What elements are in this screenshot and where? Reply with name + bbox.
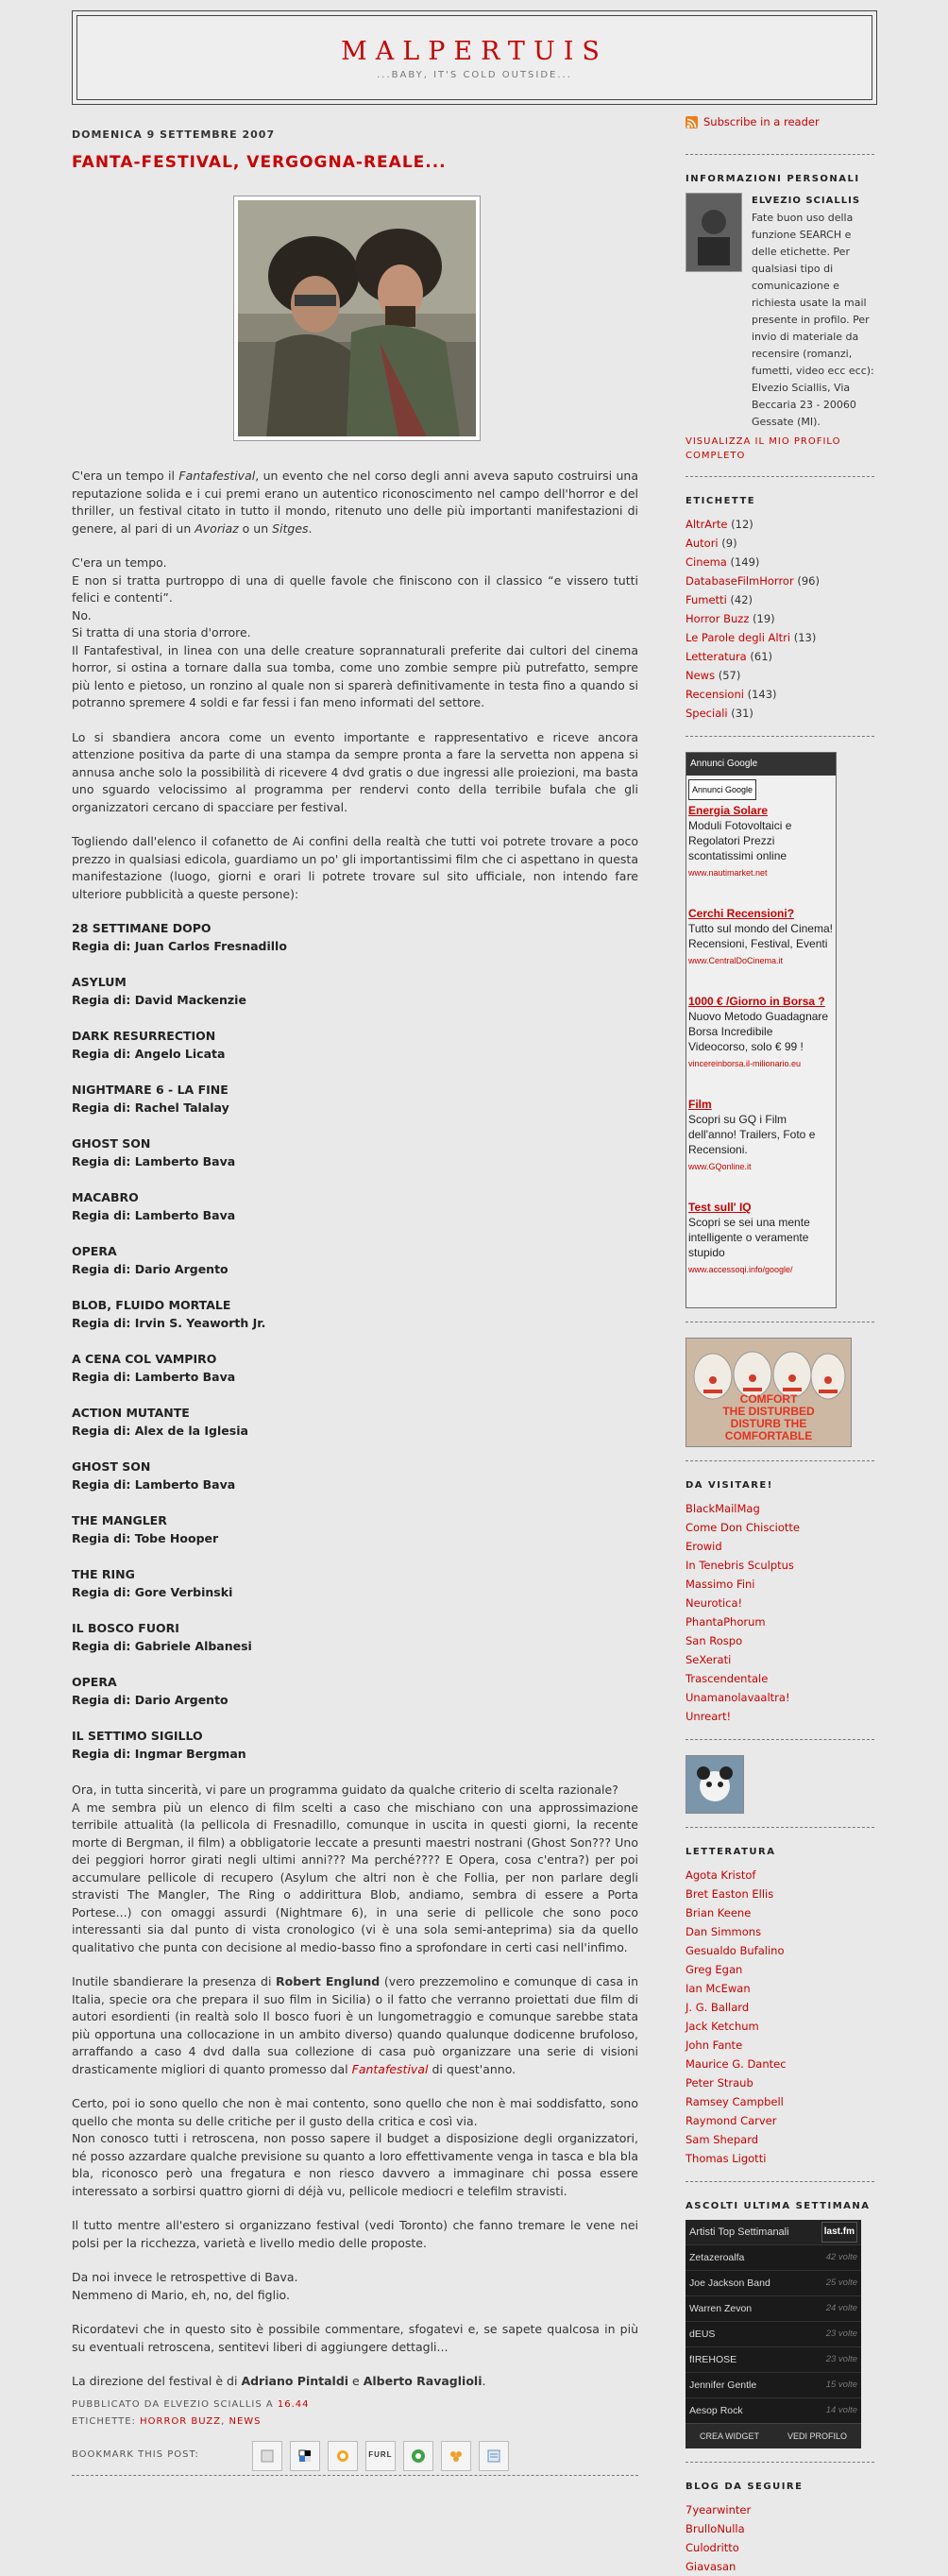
label-count: (13): [793, 631, 817, 644]
text-bold: Robert Englund: [276, 1974, 381, 1988]
label-count: (31): [731, 707, 753, 720]
follow-list: [686, 2500, 874, 2576]
author-link[interactable]: Maurice G. Dantec: [686, 2057, 787, 2071]
ad-item: [686, 800, 836, 882]
text-bold: Adriano Pintaldi: [241, 2374, 349, 2388]
visit-link[interactable]: SeXerati: [686, 1653, 732, 1666]
film-entry: [72, 920, 638, 955]
text-em: Avoriaz: [195, 520, 239, 536]
author-link[interactable]: Jack Ketchum: [686, 2020, 759, 2033]
lastfm-heading: ASCOLTI ULTIMA SETTIMANA: [686, 2201, 871, 2211]
film-entry: [72, 1243, 638, 1278]
text-span: Inutile sbandierare la presenza di: [72, 1974, 277, 1988]
google-ads-box: [686, 752, 837, 1308]
text-em: Fantafestival: [178, 469, 256, 483]
lastfm-artist: Aesop Rock: [689, 2405, 743, 2416]
blog-description: ...BABY, IT'S COLD OUTSIDE...: [377, 70, 572, 80]
label-item: [686, 609, 874, 628]
bookmark-row: [72, 2441, 638, 2471]
ad-url-link[interactable]: www.CentralDoCinema.it: [688, 956, 784, 965]
film-director: Regia di: Lamberto Bava: [72, 1369, 236, 1384]
labels-heading: ETICHETTE: [686, 496, 756, 506]
film-director: Regia di: Angelo Licata: [72, 1046, 226, 1061]
film-title: BLOB, FLUIDO MORTALE: [72, 1298, 231, 1312]
film-title: OPERA: [72, 1244, 117, 1258]
label-item: [686, 628, 874, 647]
post-image[interactable]: [233, 196, 481, 441]
text-line: Il Fantafestival, in linea con una delle creature soprannaturali preferite dai cultori del cinema horror, si ostina a tornare dalla sua tomba, come uno zombie sempre più putrefatto, sempre più lento e pietoso, un ronzino al quale non si sparerà definitivamente in testa fino a quando si potranno spremere 4 soldi e far fessi i fan meno informati del settore.: [72, 642, 638, 709]
film-director: Regia di: David Mackenzie: [72, 992, 246, 1007]
label-link[interactable]: News: [686, 669, 716, 682]
ad-text: Moduli Fotovoltaici e Regolatori Prezzi scontatissimi online: [688, 819, 792, 862]
label-item: [686, 647, 874, 666]
film-director: Regia di: Lamberto Bava: [72, 1153, 236, 1169]
lastfm-count: 25 volte: [825, 2277, 857, 2288]
post-date: DOMENICA 9 SETTEMBRE 2007: [72, 128, 276, 141]
bookmark-icons: [252, 2441, 516, 2471]
post-paragraph: Lo si sbandiera ancora come un evento importante e rappresentativo e riceve ancora attenzione positiva da parte di una stampa da sempre pronta a fare la servetta non appena si annusa anche solo la possibilità di ricevere 4 dvd gratis o due ingressi alle proiezioni, ma basta uno sguardo velocissimo al programma per rendervi conto della terribile bufala che gli organizzatori cercano di spacciare per festival.: [72, 729, 638, 814]
label-count: (19): [753, 612, 775, 625]
author-link[interactable]: Bret Easton Ellis: [686, 1887, 774, 1901]
film-entry: [72, 1728, 638, 1763]
film-title: THE MANGLER: [72, 1513, 167, 1527]
lastfm-row[interactable]: [686, 2270, 861, 2295]
furl-icon[interactable]: FURL: [365, 2441, 396, 2471]
label-item: [686, 666, 874, 685]
label-link[interactable]: Letteratura: [686, 650, 747, 663]
film-director: Regia di: Lamberto Bava: [72, 1207, 236, 1222]
lastfm-row[interactable]: [686, 2397, 861, 2423]
post-label-link[interactable]: NEWS: [229, 2416, 262, 2427]
banner-line: COMFORTABLE: [724, 1429, 813, 1442]
ad-text: Scopri su GQ i Film dell'anno! Trailers, Foto e Recensioni.: [688, 1113, 816, 1156]
lastfm-row[interactable]: [686, 2346, 861, 2372]
lastfm-artist: Jennifer Gentle: [689, 2380, 757, 2391]
post-labels-line: [72, 2414, 638, 2431]
rss-icon: [686, 116, 698, 128]
film-entry: [72, 974, 638, 1009]
label-item: [686, 534, 874, 553]
delicious-icon[interactable]: [290, 2441, 320, 2471]
visit-link[interactable]: In Tenebris Sculptus: [686, 1559, 794, 1572]
text-em: Fantafestival: [351, 2061, 429, 2076]
author-link[interactable]: Greg Egan: [686, 1963, 743, 1976]
label-link[interactable]: Autori: [686, 537, 719, 550]
text-span: Da noi invece le retrospettive di Bava. Nemmeno di Mario, eh, no, del figlio.: [72, 2270, 298, 2302]
label-count: (42): [730, 593, 753, 606]
visit-heading: DA VISITARE!: [686, 1480, 773, 1491]
visit-link[interactable]: Come Don Chisciotte: [686, 1521, 800, 1534]
ad-url-link[interactable]: www.nautimarket.net: [688, 868, 768, 878]
text-span: Ora, in tutta sincerità, vi pare un programma guidato da qualche criterio di scelta razionale? A me sembra più un elenco di film scelti a caso che mischiano con una approssimazione terribile attualità (la pellicola di Fresnadillo, comunque in uscita in questi giorni, la recente morte di Bergman, il film) a obbligatorie leccate a presunti maestri nostrani (Ghost Son??? Uno dei peggiori horror girati negli ultimi anni??? Ma perché???? E Opera, cosa c'entra?) per poi accumulare pellicole di recupero (Asylum che altri non è che Follia, per non parlare degli stravisti The Mangler, The Ring o addirittura Blob, andiamo, sembra di essere a Porta Portese...) con omaggi assurdi (Nightmare 6), in una serie di pellicole che sono poco interessanti sia dal punto di vista cronologico (vi è una sola semi-anteprima) sia da quello qualitativo che punta con decisione al medio-basso fino a sprofondare in certi casi nell'infimo.: [72, 1783, 638, 1954]
film-entry: [72, 1082, 638, 1117]
ads-inner-label[interactable]: Annunci Google: [688, 779, 756, 800]
lastfm-artist: dEUS: [689, 2329, 716, 2340]
post-paragraph: Togliendo dall'elenco il cofanetto de Ai confini della realtà che tutti voi potrete trovare a poco prezzo in qualsiasi edicola, guardiamo un po' gli importantissimi film che ci aspettano in questa manifestazione (luogo, giorni e orari li potrete trovare sul sito ufficiale, non intendo fare ulteriore pubblicità a queste persone):: [72, 834, 638, 901]
ad-item: [686, 1094, 836, 1176]
text-span: C'era un tempo il: [72, 469, 179, 483]
blog-link[interactable]: BrulloNulla: [686, 2522, 745, 2535]
text-span: , un evento che nel corso degli anni aveva saputo costruirsi una reputazione solida e i cui premi erano un autentico riconoscimento nel campo dell'horror e del thriller, un festival citato in tutto il mondo, ritenuto uno delle più importanti manifestazioni di genere, al pari di un: [72, 469, 638, 536]
film-title: ACTION MUTANTE: [72, 1406, 190, 1420]
film-director: Regia di: Dario Argento: [72, 1692, 229, 1707]
ad-url-link[interactable]: vincereinborsa.il-milionario.eu: [688, 1059, 802, 1068]
lastfm-row[interactable]: [686, 2372, 861, 2397]
blog-link[interactable]: Culodritto: [686, 2541, 739, 2554]
lastfm-count: 15 volte: [825, 2380, 857, 2390]
film-title: 28 SETTIMANE DOPO: [72, 921, 212, 935]
film-entry: [72, 1405, 638, 1440]
follow-heading: BLOG DA SEGUIRE: [686, 2482, 804, 2492]
author-link[interactable]: Sam Shepard: [686, 2133, 759, 2146]
film-list: [72, 920, 638, 1763]
post-footer: [72, 2397, 638, 2431]
post-body: [72, 468, 638, 2391]
profile-widget: [686, 193, 874, 431]
film-director: Regia di: Alex de la Iglesia: [72, 1423, 248, 1438]
film-entry: [72, 1028, 638, 1063]
profile-avatar[interactable]: [686, 193, 742, 272]
yahoo-icon[interactable]: [479, 2441, 509, 2471]
film-title: A CENA COL VAMPIRO: [72, 1352, 217, 1366]
post-label-link[interactable]: HORROR BUZZ: [140, 2416, 222, 2427]
lastfm-widget: [686, 2220, 861, 2448]
create-widget-link[interactable]: CREA WIDGET: [699, 2431, 759, 2441]
film-entry: [72, 1351, 638, 1386]
author-link[interactable]: Raymond Carver: [686, 2114, 777, 2127]
post-paragraph: [72, 554, 638, 712]
film-title: OPERA: [72, 1675, 117, 1689]
author-link[interactable]: Ramsey Campbell: [686, 2095, 784, 2108]
lastfm-header: [686, 2220, 861, 2244]
profile-heading: INFORMAZIONI PERSONALI: [686, 174, 860, 184]
label-item: [686, 515, 874, 534]
subscribe-link[interactable]: [686, 112, 874, 131]
lastfm-count: 14 volte: [825, 2405, 857, 2415]
post-published-line: [72, 2397, 638, 2414]
sidebar-divider: [686, 154, 874, 155]
labels-list: [686, 515, 874, 723]
main-column: [72, 127, 638, 2476]
post-divider: [72, 2475, 638, 2476]
film-director: Regia di: Dario Argento: [72, 1261, 229, 1276]
ad-text: Tutto sul mondo del Cinema! Recensioni, Festival, Eventi: [688, 922, 833, 950]
ad-text: Scopri se sei una mente intelligente o veramente stupido: [688, 1216, 810, 1259]
film-title: GHOST SON: [72, 1459, 151, 1474]
text-span: Certo, poi io sono quello che non è mai contento, sono quello che non è mai soddisfatto, sono quello che monta su delle critiche per il gusto della critica e così via. Non conosco tutti i retroscena, non posso sapere il budget a disposizione degli organizzatori, né posso azzardare qualche previsione su quanto a loro effettivamente venga in tasca e bla bla bla, riconosco però una fregatura e non riesco davvero a immaginare chi possa essere interessato a sorbirsi quattro giorni di déjà vu, pellicole mediocri e telefilm stravisti.: [72, 2096, 638, 2198]
lastfm-logo[interactable]: last.fm: [821, 2222, 857, 2243]
label-count: (61): [750, 650, 772, 663]
visit-link[interactable]: Trascendentale: [686, 1672, 769, 1685]
lastfm-footer: [686, 2423, 861, 2448]
reddit-icon[interactable]: [441, 2441, 471, 2471]
label-count: (57): [718, 669, 741, 682]
film-entry: [72, 1189, 638, 1224]
digg-icon[interactable]: [328, 2441, 358, 2471]
sidebar-divider: [686, 1460, 874, 1461]
technorati-icon[interactable]: [403, 2441, 433, 2471]
lastfm-row[interactable]: [686, 2244, 861, 2270]
profile-name[interactable]: ELVEZIO SCIALLIS: [752, 196, 861, 206]
banner-line: THE DISTURBED: [722, 1405, 815, 1418]
visit-link[interactable]: Unreart!: [686, 1710, 732, 1723]
visit-link[interactable]: Unamanolavaaltra!: [686, 1691, 790, 1704]
ad-title-link[interactable]: Cerchi Recensioni?: [688, 907, 795, 920]
text-bold: Alberto Ravaglioli: [363, 2374, 482, 2388]
clown-banner[interactable]: [686, 1338, 852, 1447]
ad-item: [686, 1197, 836, 1279]
panda-image[interactable]: [686, 1755, 744, 1814]
lastfm-artist: Zetazeroalfa: [689, 2252, 745, 2263]
labels-separator: ,: [221, 2416, 229, 2427]
ad-title-link[interactable]: Energia Solare: [688, 804, 769, 817]
banner-line: COMFORT: [739, 1392, 798, 1406]
visit-link[interactable]: PhantaPhorum: [686, 1615, 766, 1629]
text-line: Si tratta di una storia d'orrore.: [72, 625, 251, 640]
sidebar-divider: [686, 2181, 874, 2182]
label-count: (12): [731, 518, 753, 531]
literature-list: [686, 1866, 874, 2168]
published-label: PUBBLICATO DA ELVEZIO SCIALLIS A: [72, 2398, 278, 2410]
film-title: IL SETTIMO SIGILLO: [72, 1729, 203, 1743]
author-link[interactable]: John Fante: [686, 2039, 743, 2052]
visit-list: [686, 1499, 874, 1726]
lastfm-count: 23 volte: [825, 2354, 857, 2364]
author-link[interactable]: Agota Kristof: [686, 1868, 756, 1882]
banner-text: [686, 1393, 851, 1442]
label-count: (9): [721, 537, 737, 550]
bookmark-label: BOOKMARK THIS POST:: [72, 2449, 199, 2461]
post-time-link[interactable]: 16.44: [277, 2398, 310, 2410]
text-span: La direzione del festival è di: [72, 2374, 242, 2388]
text-span: e: [348, 2374, 364, 2388]
subscribe-label: Subscribe in a reader: [703, 115, 820, 128]
label-link[interactable]: Recensioni: [686, 688, 744, 701]
post-paragraph: Ricordatevi che in questo sito è possibile commentare, sfogatevi e, se sapete qualcosa in più su eventuali retroscena, sentitevi liberi di aggiungere dettagli...: [72, 2322, 638, 2354]
ad-item: [686, 991, 836, 1073]
literature-heading: LETTERATURA: [686, 1847, 776, 1857]
label-item: [686, 571, 874, 590]
ad-text: Nuovo Metodo Guadagnare Borsa Incredibile Videocorso, solo € 99 !: [688, 1010, 829, 1053]
sidebar-divider: [686, 2462, 874, 2463]
film-title: MACABRO: [72, 1190, 139, 1204]
visit-link[interactable]: BlackMailMag: [686, 1502, 760, 1515]
label-item: [686, 590, 874, 609]
bookmark-icon[interactable]: [252, 2441, 282, 2471]
visit-link[interactable]: Neurotica!: [686, 1596, 743, 1610]
author-link[interactable]: Peter Straub: [686, 2076, 753, 2090]
text-span: di quest'anno.: [428, 2061, 516, 2076]
film-title: DARK RESURRECTION: [72, 1029, 216, 1043]
label-count: (143): [747, 688, 777, 701]
film-director: Regia di: Juan Carlos Fresnadillo: [72, 938, 287, 953]
film-director: Regia di: Gore Verbinski: [72, 1584, 233, 1599]
author-link[interactable]: Dan Simmons: [686, 1925, 762, 1938]
label-link[interactable]: AltrArte: [686, 518, 728, 531]
lastfm-count: 24 volte: [825, 2303, 857, 2313]
blog-title[interactable]: MALPERTUIS: [341, 37, 608, 66]
film-director: Regia di: Lamberto Bava: [72, 1476, 236, 1492]
film-director: Regia di: Gabriele Albanesi: [72, 1638, 252, 1653]
ad-url-link[interactable]: www.GQonline.it: [688, 1162, 752, 1171]
visit-link[interactable]: San Rospo: [686, 1634, 743, 1647]
sidebar-divider: [686, 1739, 874, 1740]
sidebar-divider: [686, 736, 874, 737]
ad-item: [686, 903, 836, 970]
label-item: [686, 685, 874, 704]
text-span: .: [482, 2374, 486, 2388]
lastfm-count: 42 volte: [825, 2252, 857, 2262]
visit-link[interactable]: Massimo Fini: [686, 1578, 755, 1591]
labels-label: ETICHETTE:: [72, 2416, 141, 2427]
blog-header: [72, 10, 877, 105]
lastfm-row[interactable]: [686, 2295, 861, 2321]
author-link[interactable]: J. G. Ballard: [686, 2001, 750, 2014]
film-entry: [72, 1297, 638, 1332]
film-entry: [72, 1620, 638, 1655]
lastfm-row[interactable]: [686, 2321, 861, 2346]
film-director: Regia di: Ingmar Bergman: [72, 1746, 246, 1761]
film-director: Regia di: Tobe Hooper: [72, 1530, 219, 1545]
visit-link[interactable]: Erowid: [686, 1540, 722, 1553]
profile-description: Fate buon uso della funzione SEARCH e delle etichette. Per qualsiasi tipo di comunicazione e richiesta usate la mail presente in profilo. Per invio di materiale da recensire (romanzi, fumetti, video ecc ecc): Elvezio Sciallis, Via Beccaria 23 - 20060 Gessate (MI).: [752, 212, 874, 428]
ad-url-link[interactable]: www.accessoqi.info/google/: [688, 1265, 793, 1274]
label-link[interactable]: DatabaseFilmHorror: [686, 574, 794, 588]
banner-line: DISTURB THE: [730, 1417, 807, 1430]
sidebar: [686, 112, 874, 2576]
film-entry: [72, 1459, 638, 1493]
lastfm-artist: Joe Jackson Band: [689, 2277, 770, 2289]
label-link[interactable]: Speciali: [686, 707, 728, 720]
film-director: Regia di: Rachel Talalay: [72, 1100, 229, 1115]
sidebar-divider: [686, 476, 874, 477]
author-link[interactable]: Brian Keene: [686, 1906, 752, 1919]
blog-header-inner: [76, 15, 872, 100]
film-title: GHOST SON: [72, 1136, 151, 1151]
post-paragraph: Il tutto mentre all'estero si organizzano festival (vedi Toronto) che fanno tremare le vene nei polsi per la ricchezza, varietà e livello medio delle proposte.: [72, 2218, 638, 2250]
film-title: NIGHTMARE 6 - LA FINE: [72, 1083, 229, 1097]
view-profile-link[interactable]: VEDI PROFILO: [787, 2431, 847, 2441]
text-span: .: [308, 520, 313, 536]
film-title: THE RING: [72, 1567, 135, 1581]
post-title[interactable]: FANTA-FESTIVAL, VERGOGNA-REALE...: [72, 152, 447, 172]
blog-link[interactable]: Giavasan: [686, 2560, 736, 2573]
ad-title-link[interactable]: Film: [688, 1098, 712, 1111]
label-item: [686, 704, 874, 723]
text-span: o un: [238, 520, 273, 536]
label-item: [686, 553, 874, 571]
lastfm-artist: fIREHOSE: [689, 2354, 737, 2365]
text-em: Sitges: [272, 520, 309, 536]
view-profile-link[interactable]: VISUALIZZA IL MIO PROFILO COMPLETO: [686, 436, 841, 461]
lastfm-count: 23 volte: [825, 2329, 857, 2339]
film-entry: [72, 1135, 638, 1170]
text-line: E non si tratta purtroppo di una di quelle favole che finiscono con il classico “e vissero tutti felici e contenti”.: [72, 572, 638, 605]
text-span: (vero prezzemolino e comunque di casa in Italia, specie ora che prepara il suo film in Sicilia) o il fatto che verranno proiettati due film di autori esordienti (in realtà solo Il bosco fuori è un lungometraggio e comunque sarebbe stata più opportuna una collocazione in un ambito diverso) quando qualunque dodicenne brufoloso, arraffando a caso 4 dvd dalla sua collezione di casa può organizzare una serie di visioni drasticamente migliori di quanto promesso dal: [72, 1974, 639, 2076]
text-line: C'era un tempo.: [72, 555, 167, 570]
profile-text: [752, 193, 874, 431]
ad-title-link[interactable]: Test sull' IQ: [688, 1201, 752, 1214]
sidebar-divider: [686, 1827, 874, 1828]
lastfm-rows: [686, 2244, 861, 2423]
label-count: (149): [730, 555, 760, 569]
text-line: No.: [72, 607, 92, 623]
film-entry: [72, 1674, 638, 1709]
film-director: Regia di: Irvin S. Yeaworth Jr.: [72, 1315, 266, 1330]
author-link[interactable]: Ian McEwan: [686, 1982, 751, 1995]
label-count: (96): [797, 574, 820, 588]
film-title: ASYLUM: [72, 975, 127, 989]
post-paragraph: [72, 2269, 638, 2304]
film-title: IL BOSCO FUORI: [72, 1621, 179, 1635]
ads-list: [686, 800, 836, 1279]
post-paragraph: [72, 1973, 638, 2078]
post-paragraph: [72, 2373, 638, 2391]
author-link[interactable]: Gesualdo Bufalino: [686, 1944, 785, 1957]
post-paragraph: [72, 2095, 638, 2200]
post-paragraph: [72, 468, 638, 537]
ads-header: Annunci Google: [686, 753, 836, 776]
film-entry: [72, 1566, 638, 1601]
lastfm-title: Artisti Top Settimanali: [689, 2226, 789, 2238]
film-still-image: [238, 200, 476, 436]
blog-link[interactable]: 7yearwinter: [686, 2503, 752, 2516]
post-paragraph: [72, 1782, 638, 1956]
label-link[interactable]: Cinema: [686, 555, 727, 569]
lastfm-artist: Warren Zevon: [689, 2303, 753, 2314]
author-link[interactable]: Thomas Ligotti: [686, 2152, 767, 2165]
label-link[interactable]: Le Parole degli Altri: [686, 631, 791, 644]
film-entry: [72, 1512, 638, 1547]
label-link[interactable]: Fumetti: [686, 593, 727, 606]
ad-title-link[interactable]: 1000 € /Giorno in Borsa ?: [688, 995, 825, 1008]
label-link[interactable]: Horror Buzz: [686, 612, 750, 625]
